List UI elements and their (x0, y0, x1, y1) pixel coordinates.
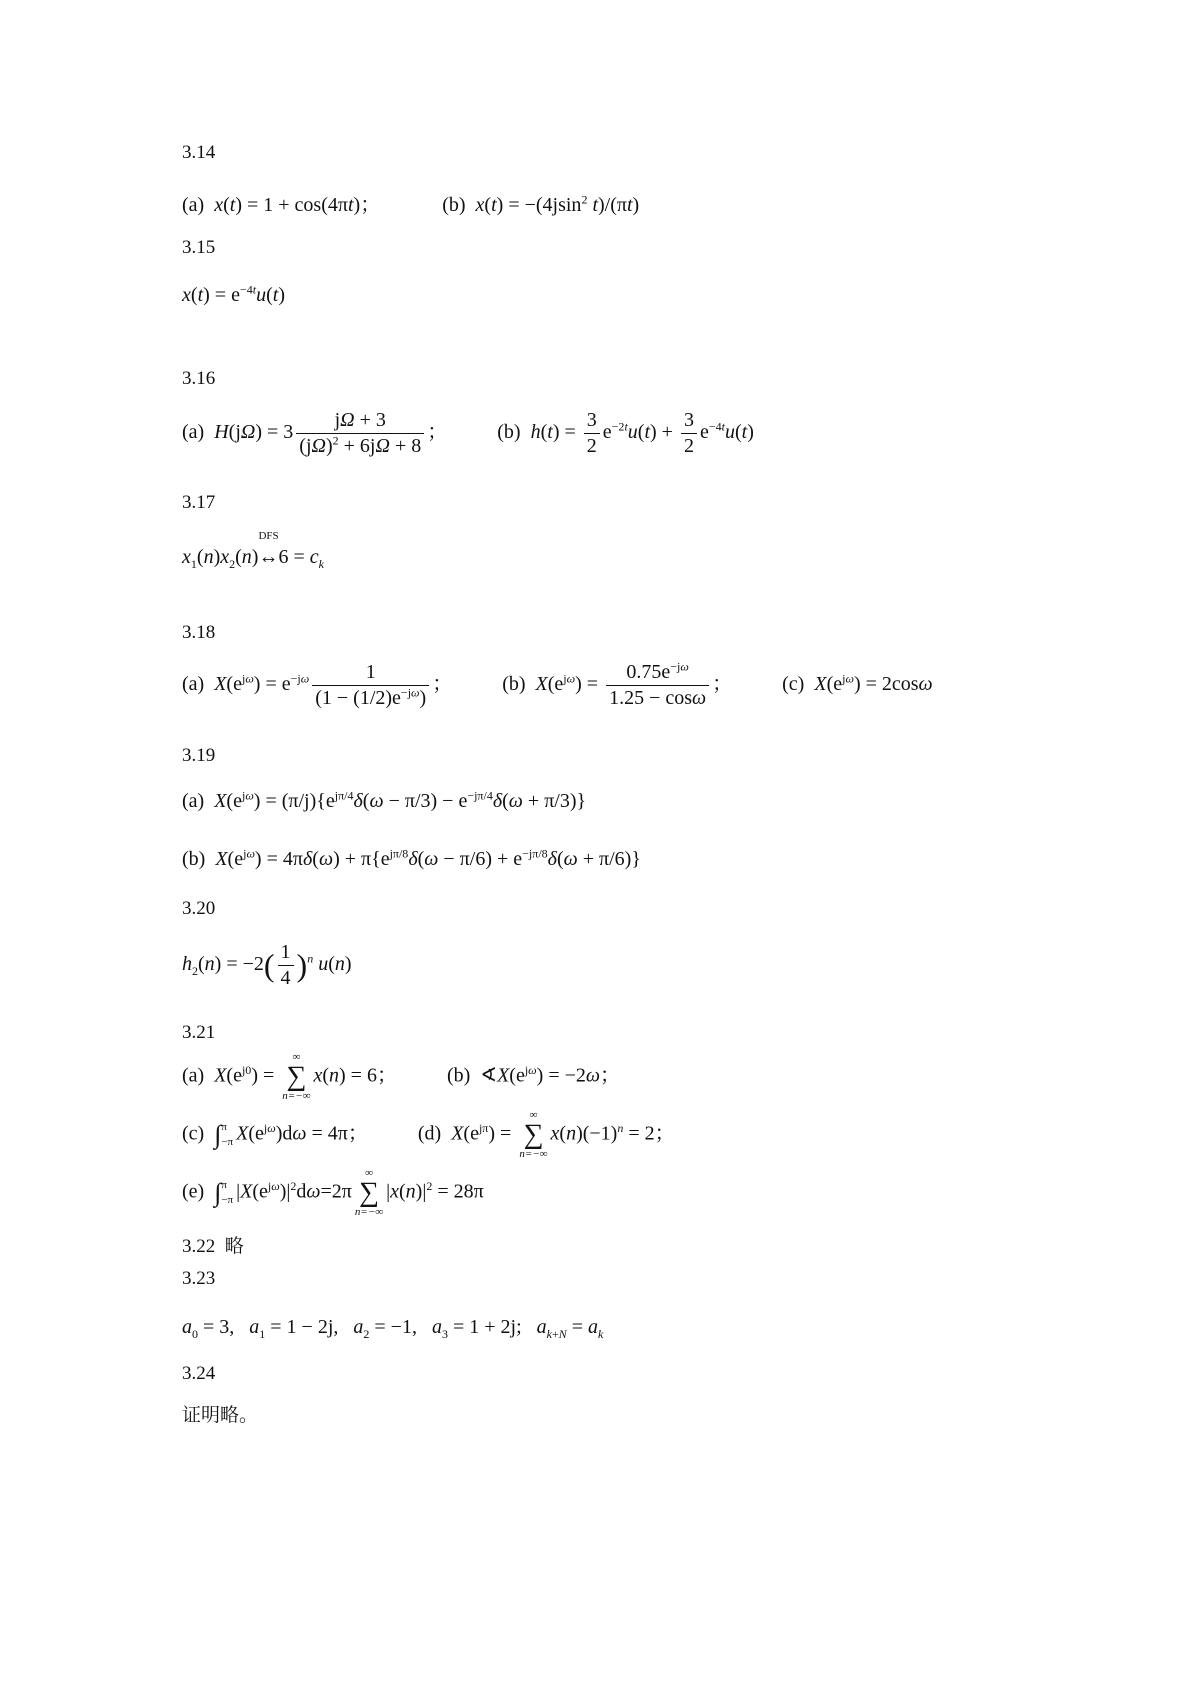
section-3-17-number: 3.17 (182, 492, 216, 513)
label-e: (e) (182, 1180, 205, 1203)
label-b: (b) (182, 848, 206, 870)
label-b: (b) (442, 194, 466, 216)
dfs-label: DFS (258, 530, 279, 542)
section-3-21-answer-e: (e) ∫π −π $|X(e^{j\omega})|^2d\omega=2\pi$ ∞ ∑ n=−∞ $|x(n)|^2 = 28\pi$ (182, 1167, 484, 1218)
section-3-16-number: 3.16 (182, 368, 216, 389)
section-3-21-number: 3.21 (182, 1022, 216, 1043)
section-3-14-number: 3.14 (182, 142, 216, 163)
section-3-23-number: 3.23 (182, 1268, 216, 1289)
section-3-20-answer: $h_2(n) = -2$( $\frac{1}{4}$ )$^n$ u(n) (182, 941, 352, 989)
label-a: (a) (182, 790, 205, 812)
label-b: (b) (502, 673, 526, 696)
label-b: (b) (497, 421, 521, 444)
section-3-19-answer-a: (a) $X(e^{j\omega}) = (\pi/j)\{e^{j\pi/4}\delta(\omega - \pi/3) - e^{-j\pi/4}\delta(\omega + \pi/3)\}$ (182, 788, 587, 812)
section-3-22 (182, 1231, 244, 1258)
label-c: (c) (782, 673, 805, 696)
section-3-24-number: 3.24 (182, 1363, 216, 1384)
section-3-15-answer: $x(t) = e^{-4t}u(t)$ (182, 282, 285, 306)
section-3-19-answer-b: (b) $X(e^{j\omega}) = 4\pi\delta(\omega) + \pi\{e^{j\pi/8}\delta(\omega - \pi/6) + e^{-j\pi/8}\delta(\omega + \pi/6)\}$ (182, 846, 641, 870)
section-3-17-answer: $x_1(n)x_2(n)$ DFS ↔6 = $c_k$ (182, 530, 324, 571)
section-3-15-number: 3.15 (182, 237, 216, 258)
section-3-23-answer: $a_0 = 3$, $a_1 = 1 - 2j$, $a_2 = -1$, $a_3 = 1 + 2j$; $a_{k+N} = a_k$ (182, 1316, 604, 1341)
label-b: (b) (446, 1064, 471, 1087)
label-a: (a) (182, 673, 205, 696)
section-3-24-text: 证明略。 (182, 1404, 259, 1426)
section-3-21-answer-ab: (a) $X(e^{j0})$ = ∞ ∑ n=−∞ x(n) = 6； (b) $∢X(e^{j\omega}) = -2\omega$； (182, 1051, 620, 1102)
section-3-22-text: 略 (224, 1235, 244, 1257)
section-3-20-number: 3.20 (182, 898, 216, 919)
section-3-18-answer: (a) $X(e^{j\omega}) = e^{-j\omega}$ $\frac{1}{(1 - (1/2)e^{-j\omega})}$ ； (b) $X(e^{j\omega})$ = $\frac{0.75e^{-j\omega}}{1.25 - \cos\omega}$ ； (c) $X(e^{j\omega}) = 2\cos\omega$ (182, 659, 933, 709)
section-3-16-answer: (a) H(jΩ) = 3 $\frac{j\Omega + 3}{(j\Omega)^2 + 6j\Omega + 8}$ ； (b) h(t) = $\frac{3}{2}$ $e^{-2t}u(t)$ + $\frac{3}{2}$ $e^{-4t}u(t)$ (182, 409, 754, 457)
label-a: (a) (182, 421, 205, 444)
section-3-18-number: 3.18 (182, 622, 216, 643)
label-a: (a) (182, 194, 205, 216)
section-3-14-answer: (a) x(t) = 1 + cos(4πt)； (b) x(t) = −(4jsin$^2$ t)/(πt) (182, 192, 640, 216)
label-c: (c) (182, 1122, 205, 1145)
section-3-21-answer-cd: (c) ∫π −π $X(e^{j\omega})d\omega = 4\pi$； (d) $X(e^{j\pi})$ = ∞ ∑ n=−∞ $x(n)(-1)^n = 2$； (182, 1109, 675, 1160)
label-a: (a) (182, 1064, 205, 1087)
section-3-19-number: 3.19 (182, 745, 216, 766)
section-3-22-number: 3.22 (182, 1236, 216, 1257)
label-d: (d) (417, 1122, 442, 1145)
